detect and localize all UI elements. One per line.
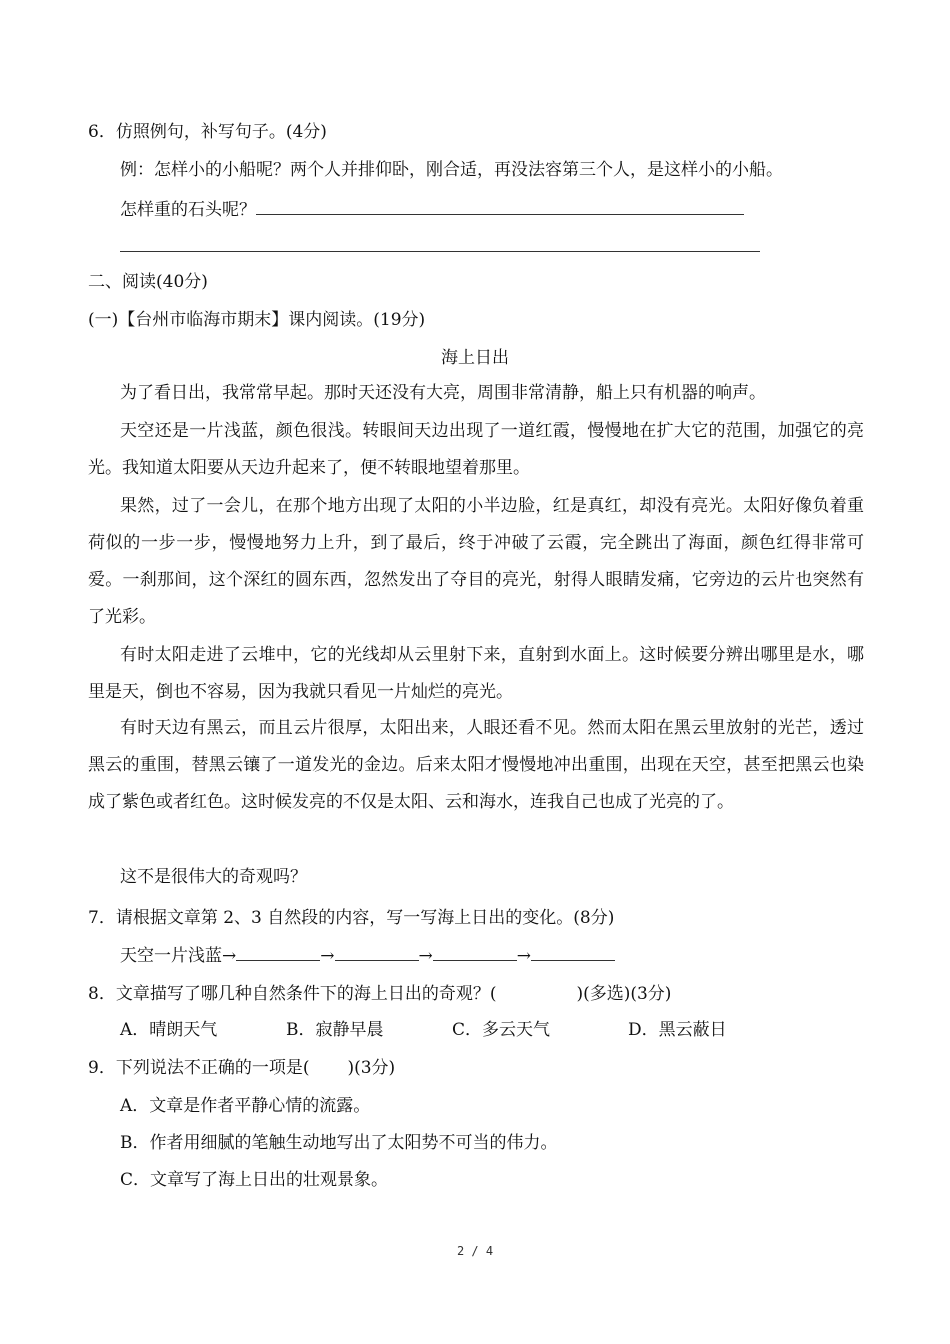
q7-blank-3[interactable] [433, 942, 517, 961]
passage-paragraph: 天空还是一片浅蓝，颜色很浅。转眼间天边出现了一道红霞，慢慢地在扩大它的范围，加强它的亮光。我知道太阳要从天边升起来了，便不转眼地望着那里。 [88, 421, 864, 478]
q8-option[interactable]: B．寂静早晨 [286, 1020, 384, 1040]
passage-title: 海上日出 [441, 348, 509, 368]
passage-paragraph: 有时太阳走进了云堆中，它的光线却从云里射下来，直射到水面上。这时候要分辨出哪里是水，哪里是天，倒也不容易，因为我就只看见一片灿烂的亮光。 [88, 645, 864, 702]
q6-answer-line-2[interactable] [120, 251, 760, 252]
q8-title-end: )(多选)(3分) [576, 984, 672, 1004]
q7-title: 7．请根据文章第 2、3 自然段的内容，写一写海上日出的变化。(8分) [88, 908, 615, 928]
q8-option[interactable]: D．黑云蔽日 [628, 1020, 727, 1040]
q9-option[interactable]: B．作者用细腻的笔触生动地写出了太阳势不可当的伟力。 [120, 1133, 558, 1153]
q7-blank-2[interactable] [335, 942, 419, 961]
page-number: 2 / 4 [456, 1244, 494, 1258]
q8-title-start: 8．文章描写了哪几种自然条件下的海上日出的奇观？( [88, 984, 497, 1004]
arrow-icon: → [222, 946, 237, 966]
q6-answer-line-1[interactable] [256, 196, 744, 215]
q8-option[interactable]: C．多云天气 [452, 1020, 551, 1040]
q6-example: 例：怎样小的小船呢？两个人并排仰卧，刚合适，再没法容第三个人，是这样小的小船。 [120, 160, 783, 180]
q7-blank-4[interactable] [531, 942, 615, 961]
q9-title-start: 9．下列说法不正确的一项是( [88, 1058, 310, 1078]
q8-options [120, 1016, 727, 1044]
arrow-icon: → [418, 946, 433, 966]
passage-paragraph: 为了看日出，我常常早起。那时天还没有大亮，周围非常清静，船上只有机器的响声。 [120, 383, 766, 403]
q6-prompt-line [120, 196, 744, 224]
passage-paragraph: 有时天边有黑云，而且云片很厚，太阳出来，人眼还看不见。然而太阳在黑云里放射的光芒，透过黑云的重围，替黑云镶了一道发光的金边。后来太阳才慢慢地冲出重围，出现在天空，甚至把黑云也染成了紫色或者红色。这时候发亮的不仅是太阳、云和海水，连我自己也成了光亮的了。 [88, 718, 864, 812]
q7-blank-1[interactable] [236, 942, 320, 961]
q7-start: 天空一片浅蓝 [120, 946, 222, 966]
part-heading: (一)【台州市临海市期末】课内阅读。(19分) [88, 310, 426, 330]
arrow-icon: → [516, 946, 531, 966]
q8-option[interactable]: A．晴朗天气 [120, 1020, 218, 1040]
q9-title-end: )(3分) [347, 1058, 396, 1078]
q9-option[interactable]: A．文章是作者平静心情的流露。 [120, 1096, 371, 1116]
q9-option[interactable]: C．文章写了海上日出的壮观景象。 [120, 1170, 389, 1190]
q6-prompt: 怎样重的石头呢？ [120, 200, 256, 220]
passage-paragraph: 果然，过了一会儿，在那个地方出现了太阳的小半边脸，红是真红，却没有亮光。太阳好像负着重荷似的一步一步，慢慢地努力上升，到了最后，终于冲破了云霞，完全跳出了海面，颜色红得非常可爱。一刹那间，这个深红的圆东西，忽然发出了夺目的亮光，射得人眼睛发痛，它旁边的云片也突然有了光彩。 [88, 496, 864, 627]
q8-title [88, 980, 671, 1008]
q9-title [88, 1054, 395, 1082]
section-heading: 二、阅读(40分) [88, 272, 208, 292]
passage-paragraph: 这不是很伟大的奇观吗？ [120, 867, 307, 887]
arrow-icon: → [320, 946, 335, 966]
q7-sequence [120, 942, 615, 970]
q6-title: 6．仿照例句，补写句子。(4分) [88, 122, 327, 142]
